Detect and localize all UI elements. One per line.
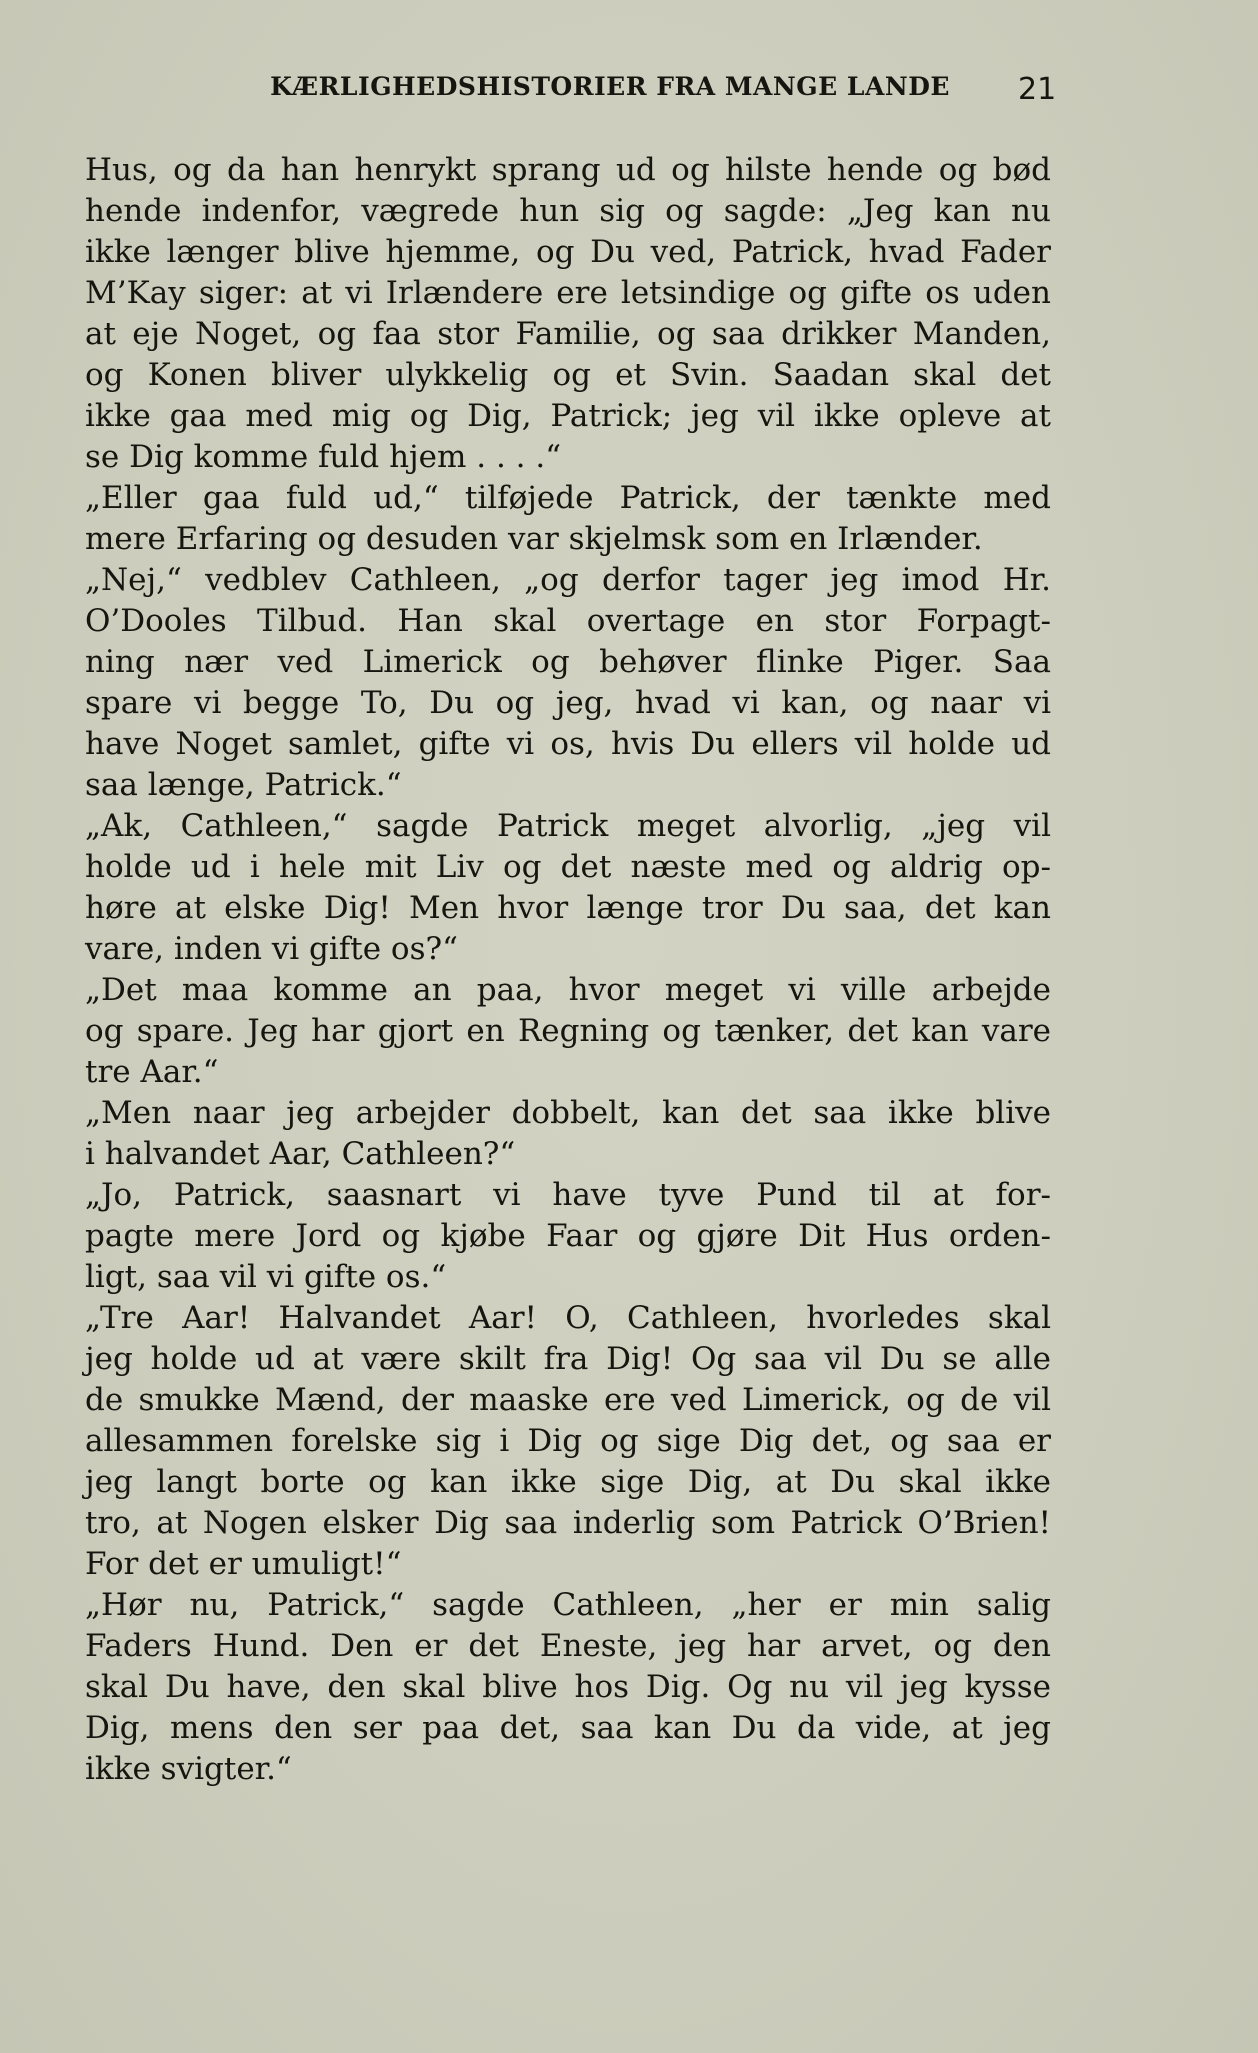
text-line: ikke gaa med mig og Dig, Patrick; jeg vil ikke opleve at <box>85 398 1051 434</box>
text-line: jeg langt borte og kan ikke sige Dig, at Du skal ikke <box>85 1464 1051 1500</box>
text-line: allesammen forelske sig i Dig og sige Dig det, og saa er <box>85 1423 1051 1459</box>
text-line: O’Dooles Tilbud. Han skal overtage en stor Forpagt- <box>85 603 1051 639</box>
text-line: For det er umuligt!“ <box>85 1546 402 1582</box>
text-line: ligt, saa vil vi gifte os.“ <box>85 1259 447 1295</box>
text-line: at eje Noget, og faa stor Familie, og saa drikker Manden, <box>85 316 1051 352</box>
text-line: ning nær ved Limerick og behøver flinke Piger. Saa <box>85 644 1051 680</box>
text-line: „Jo, Patrick, saasnart vi have tyve Pund til at for- <box>85 1177 1051 1213</box>
text-line: vare, inden vi gifte os?“ <box>85 931 458 967</box>
page-number: 21 <box>1018 72 1057 107</box>
text-line: „Det maa komme an paa, hvor meget vi ville arbejde <box>85 972 1051 1008</box>
text-line: „Ak, Cathleen,“ sagde Patrick meget alvorlig, „jeg vil <box>85 808 1051 844</box>
text-line: høre at elske Dig! Men hvor længe tror Du saa, det kan <box>85 890 1051 926</box>
text-line: skal Du have, den skal blive hos Dig. Og nu vil jeg kysse <box>85 1669 1051 1705</box>
text-line: ikke svigter.“ <box>85 1751 292 1787</box>
text-line: tro, at Nogen elsker Dig saa inderlig som Patrick O’Brien! <box>85 1505 1051 1541</box>
text-line: have Noget samlet, gifte vi os, hvis Du ellers vil holde ud <box>85 726 1051 762</box>
text-line: „Hør nu, Patrick,“ sagde Cathleen, „her er min salig <box>85 1587 1051 1623</box>
text-line: de smukke Mænd, der maaske ere ved Limerick, og de vil <box>85 1382 1051 1418</box>
text-line: jeg holde ud at være skilt fra Dig! Og saa vil Du se alle <box>85 1341 1051 1377</box>
text-line: i halvandet Aar, Cathleen?“ <box>85 1136 516 1172</box>
text-line: Faders Hund. Den er det Eneste, jeg har arvet, og den <box>85 1628 1051 1664</box>
text-line: holde ud i hele mit Liv og det næste med og aldrig op- <box>85 849 1051 885</box>
text-line: „Men naar jeg arbejder dobbelt, kan det saa ikke blive <box>85 1095 1051 1131</box>
text-line: „Tre Aar! Halvandet Aar! O, Cathleen, hvorledes skal <box>85 1300 1051 1336</box>
text-line: Hus, og da han henrykt sprang ud og hilste hende og bød <box>85 152 1051 188</box>
body-text <box>85 150 1051 1790</box>
text-line: spare vi begge To, Du og jeg, hvad vi kan, og naar vi <box>85 685 1051 721</box>
text-line: ikke længer blive hjemme, og Du ved, Patrick, hvad Fader <box>85 234 1051 270</box>
text-line: Dig, mens den ser paa det, saa kan Du da vide, at jeg <box>85 1710 1051 1746</box>
text-line: M’Kay siger: at vi Irlændere ere letsindige og gifte os uden <box>85 275 1051 311</box>
text-line: og spare. Jeg har gjort en Regning og tænker, det kan vare <box>85 1013 1051 1049</box>
text-line: saa længe, Patrick.“ <box>85 767 402 803</box>
text-line: hende indenfor, vægrede hun sig og sagde: „Jeg kan nu <box>85 193 1051 229</box>
text-line: „Nej,“ vedblev Cathleen, „og derfor tager jeg imod Hr. <box>85 562 1051 598</box>
text-line: „Eller gaa fuld ud,“ tilføjede Patrick, der tænkte med <box>85 480 1051 516</box>
text-line: se Dig komme fuld hjem . . . .“ <box>85 439 562 475</box>
text-line: mere Erfaring og desuden var skjelmsk som en Irlænder. <box>85 521 983 557</box>
running-title: KÆRLIGHEDSHISTORIER FRA MANGE LANDE <box>270 72 950 101</box>
text-line: og Konen bliver ulykkelig og et Svin. Saadan skal det <box>85 357 1051 393</box>
text-line: pagte mere Jord og kjøbe Faar og gjøre Dit Hus orden- <box>85 1218 1051 1254</box>
text-line: tre Aar.“ <box>85 1054 219 1090</box>
